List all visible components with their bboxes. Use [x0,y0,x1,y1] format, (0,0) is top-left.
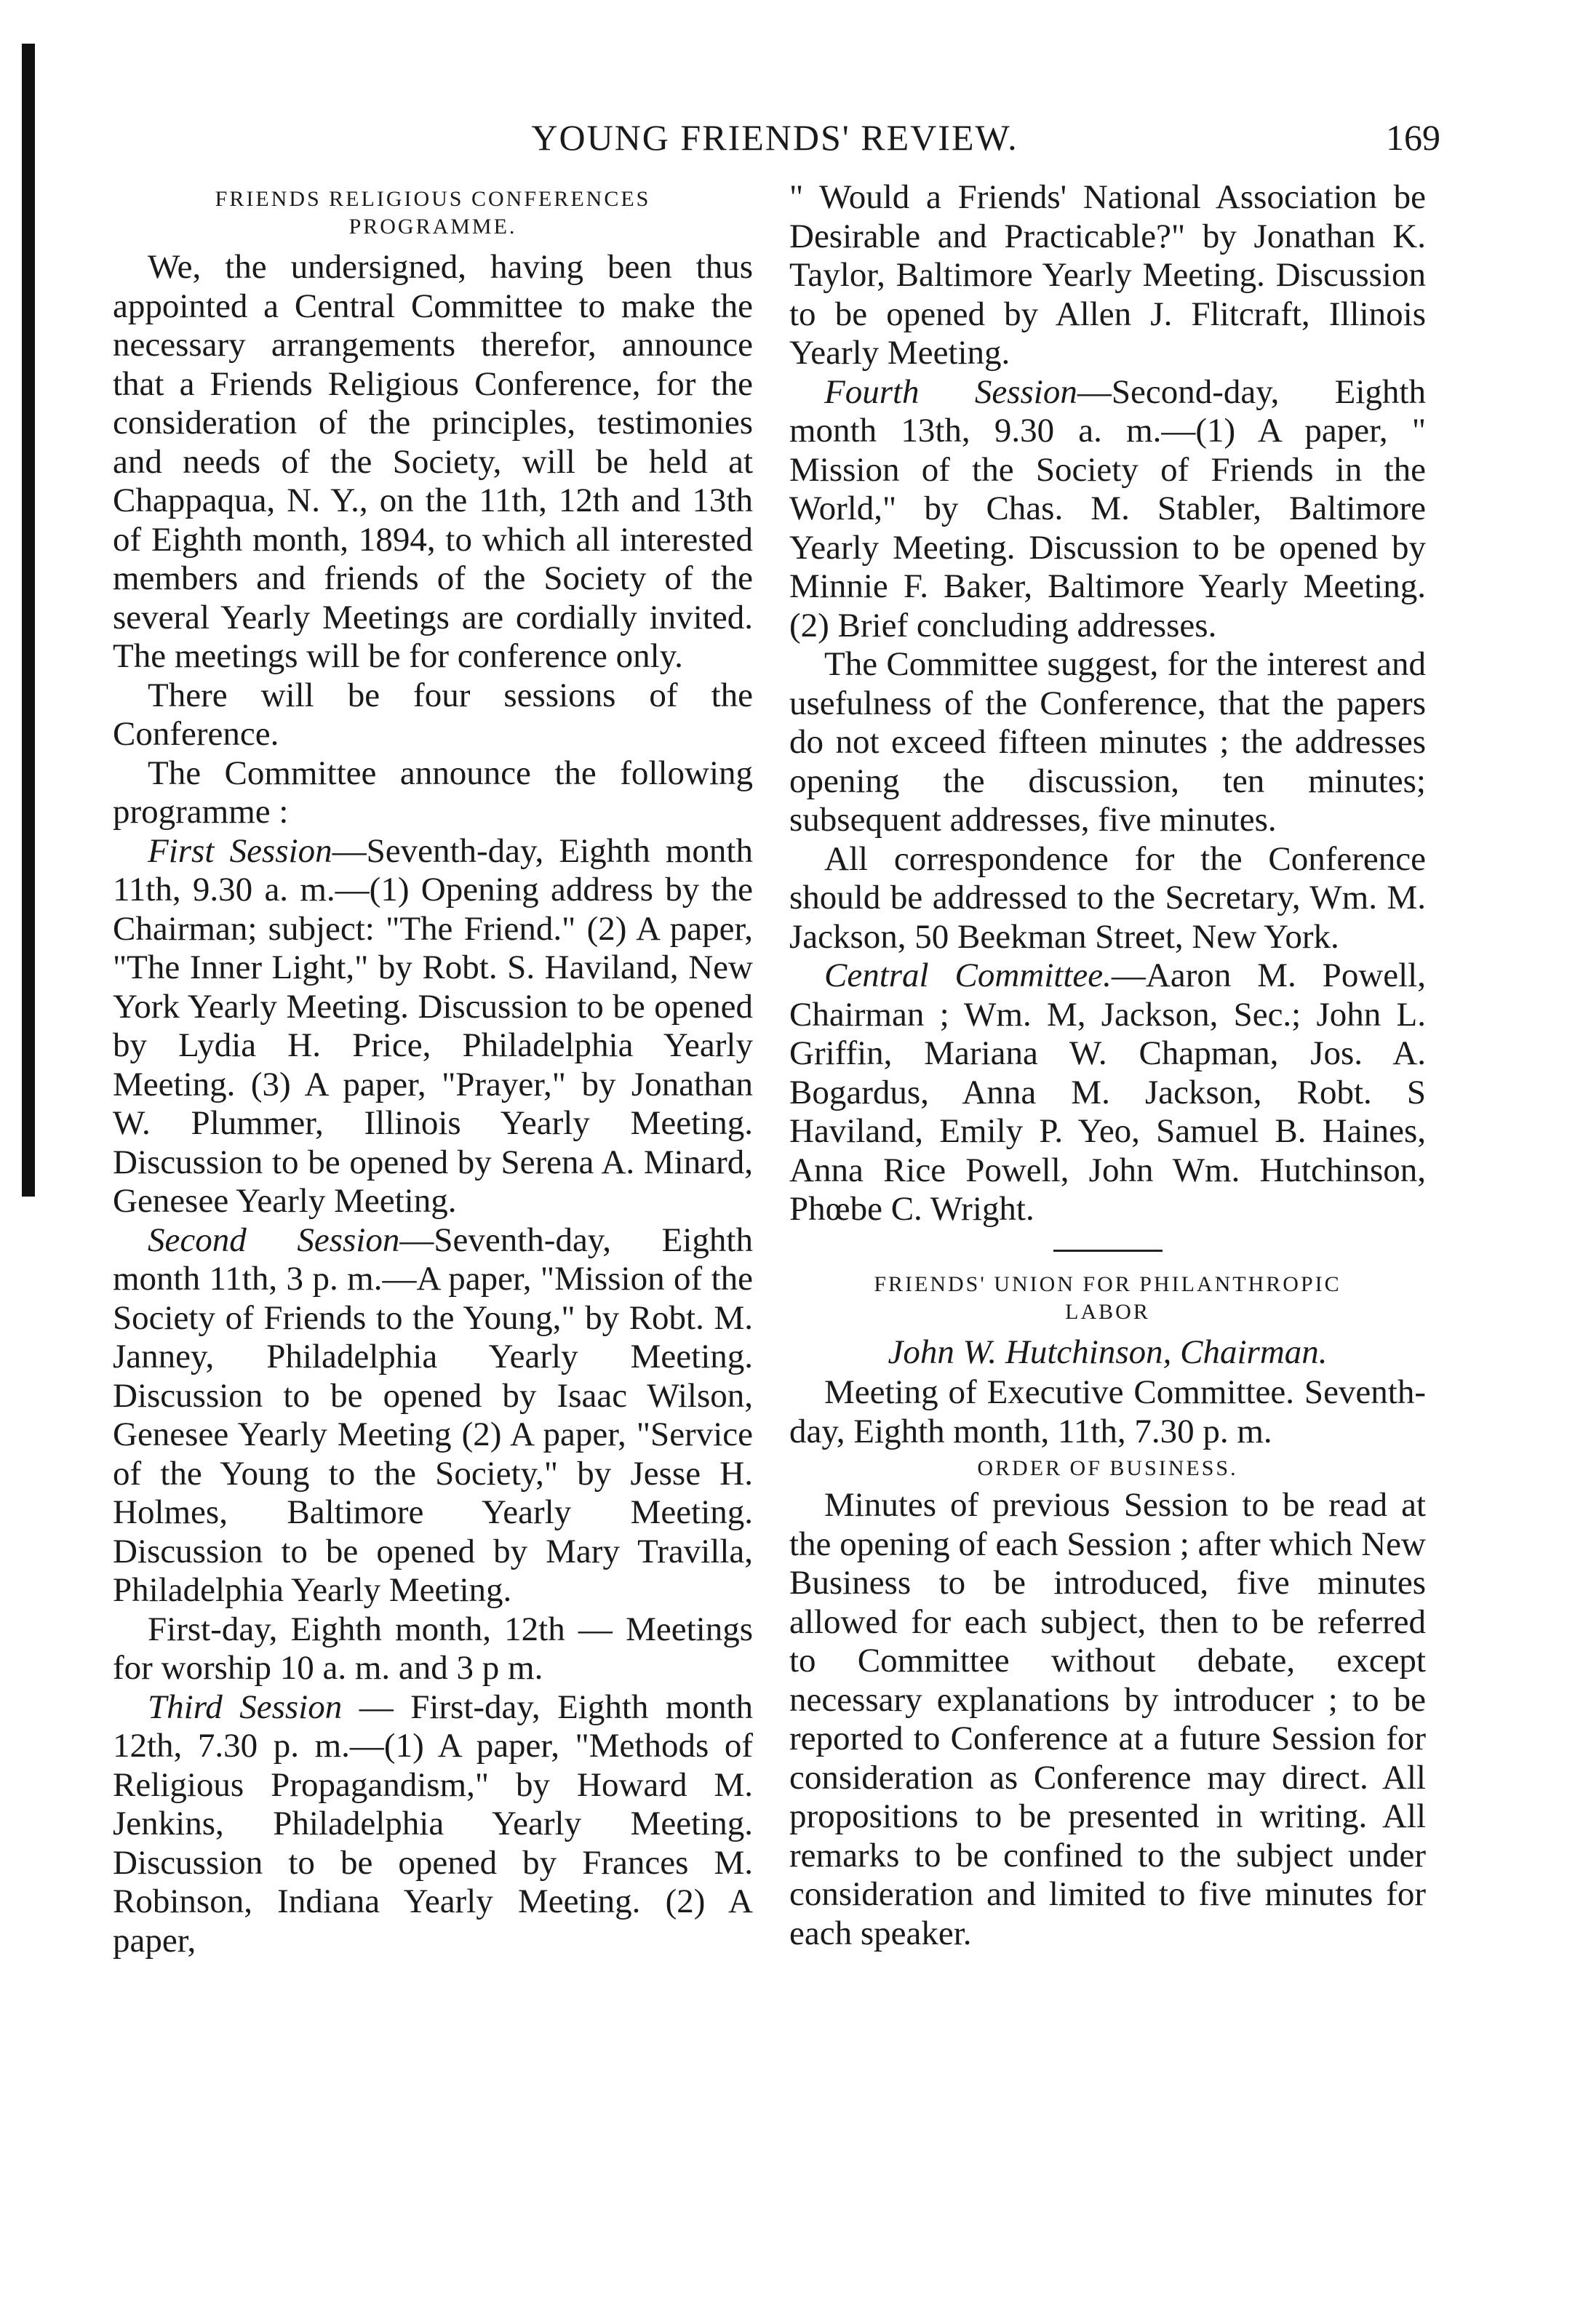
continued-paragraph: " Would a Friends' National Association be Desirable and Practicable?" by Jonathan K. Taylor, Baltimore Yearly Meeting. Discussion to be opened by Allen J. Flitcraft, Illinois Yearly Meeting. [789,178,1426,372]
announcement-paragraph: We, the undersigned, having been thus appointed a Central Committee to make the necessary arrangements therefor, announce that a Friends Religious Conference, for the consideration of the principles, testimonies and needs of the Society, will be held at Chappaqua, N. Y., on the 11th, 12th and 13th of Eighth month, 1894, to which all interested members and friends of the Society of the several Yearly Meetings are cordially invited. The meetings will be for conference only. [113,248,753,675]
section-heading-philanthropic [789,1271,1426,1326]
minutes-paragraph: Minutes of previous Session to be read at the opening of each Session ; after which New Business to be introduced, five minutes allowed for each subject, then to be referred to Committee without debate, except necessary explanations by introducer ; to be reported to Conference at a future Session for consideration as Conference may direct. All propositions to be presented in writing. All remarks to be confined to the subject under consideration and limited to five minutes for each speaker. [789,1486,1426,1952]
third-session-text: — First-day, Eighth month 12th, 7.30 p. m.—(1) A paper, "Methods of Religious Propagandism," by Howard M. Jenkins, Philadelphia Yearly Meeting. Discussion to be opened by Frances M. Robinson, Indiana Yearly Meeting. (2) A paper, [113,1688,753,1960]
left-column [113,178,753,1960]
margin-bar [22,44,35,1197]
right-column [789,178,1426,1953]
committee-paragraph [789,957,1426,1229]
heading-line: LABOR [1065,1299,1150,1324]
chairman-line: John W. Hutchinson, Chairman. [888,1333,1328,1371]
meeting-paragraph: Meeting of Executive Committee. Seventh-day, Eighth month, 11th, 7.30 p. m. [789,1373,1426,1450]
second-session-paragraph [113,1221,753,1610]
committee-label: Central Committee. [824,957,1112,994]
section-heading-conferences [113,185,753,241]
page-number: 169 [1386,117,1440,158]
fourth-session-paragraph [789,373,1426,646]
page-header [109,116,1440,167]
third-session-paragraph [113,1688,753,1961]
order-of-business-heading: ORDER OF BUSINESS. [977,1456,1238,1480]
section-divider [1053,1250,1163,1252]
first-day-paragraph: First-day, Eighth month, 12th — Meetings for worship 10 a. m. and 3 p m. [113,1610,753,1687]
fourth-session-label: Fourth Session [824,372,1077,411]
correspondence-paragraph: All correspondence for the Conference should be addressed to the Secretary, Wm. M. Jackson, 50 Beekman Street, New York. [789,839,1426,956]
suggestion-paragraph: The Committee suggest, for the interest and usefulness of the Conference, that the papers do not exceed fifteen minutes ; the addresses opening the discussion, ten minutes; subsequent addresses, five minutes. [789,645,1426,839]
heading-line: FRIENDS RELIGIOUS CONFERENCES [215,187,651,211]
committee-members: —Aaron M. Powell, Chairman ; Wm. M, Jackson, Sec.; John L. Griffin, Mariana W. Chapman, Jos. A. Bogardus, Anna M. Jackson, Robt. S Haviland, Emily P. Yeo, Samuel B. Haines, Anna Rice Powell, John Wm. Hutchinson, Phœbe C. Wright. [789,957,1426,1228]
first-session-label: First Session [148,831,332,870]
heading-line: FRIENDS' UNION FOR PHILANTHROPIC [874,1271,1341,1296]
second-session-text: —Seventh-day, Eighth month 11th, 3 p. m.—A paper, "Mission of the Society of Friends to the Young," by Robt. M. Janney, Philadelphia Yearly Meeting. Discussion to be opened by Isaac Wilson, Genesee Yearly Meeting (2) A paper, "Service of the Young to the Society," by Jesse H. Holmes, Baltimore Yearly Meeting. Discussion to be opened by Mary Travilla, Philadelphia Yearly Meeting. [113,1221,753,1609]
first-session-paragraph [113,832,753,1221]
programme-intro-paragraph: The Committee announce the following programme : [113,754,753,831]
fourth-session-text: —Second-day, Eighth month 13th, 9.30 a. m.—(1) A paper, " Mission of the Society of Friends in the World," by Chas. M. Stabler, Baltimore Yearly Meeting. Discussion to be opened by Minnie F. Baker, Baltimore Yearly Meeting. (2) Brief concluding addresses. [789,372,1426,644]
second-session-label: Second Session [148,1221,400,1259]
running-title: YOUNG FRIENDS' REVIEW. [531,117,1018,158]
first-session-text: —Seventh-day, Eighth month 11th, 9.30 a. m.—(1) Opening address by the Chairman; subject: "The Friend." (2) A paper, "The Inner Light," by Robt. S. Haviland, New York Yearly Meeting. Discussion to be opened by Lydia H. Price, Philadelphia Yearly Meeting. (3) A paper, "Prayer," by Jonathan W. Plummer, Illinois Yearly Meeting. Discussion to be opened by Serena A. Minard, Genesee Yearly Meeting. [113,831,753,1220]
third-session-label: Third Session [148,1688,343,1726]
heading-line: PROGRAMME. [348,215,517,239]
sessions-paragraph: There will be four sessions of the Conference. [113,676,753,753]
